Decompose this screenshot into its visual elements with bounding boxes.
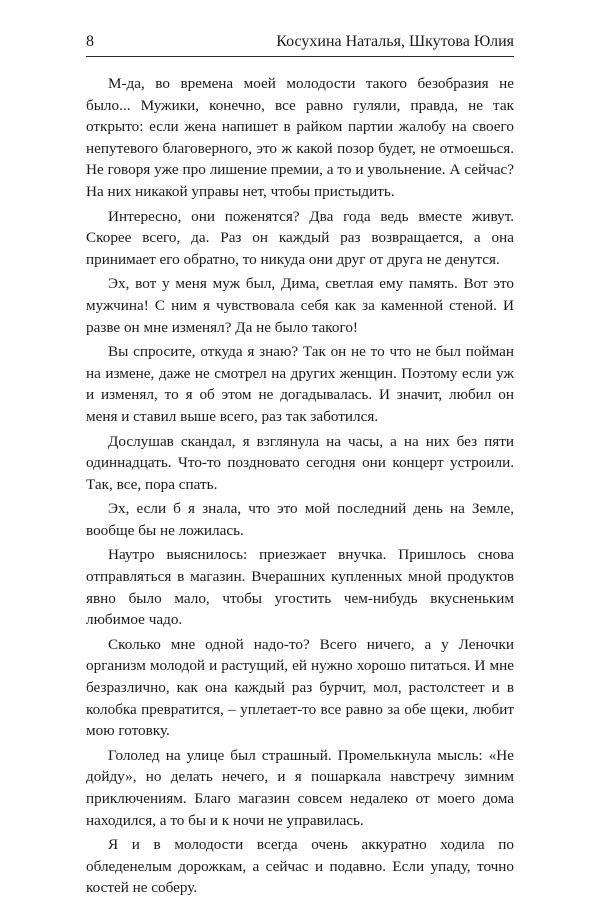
paragraph: Я и в молодости всегда очень аккуратно ходила по обледенелым дорожкам, а сейчас и подавно. Если упаду, точно костей не соберу. [86,836,514,897]
paragraph: Сколько мне одной надо-то? Всего ничего, а у Леночки организм молодой и растущий, ей нужно хорошо питаться. И мне безразлично, как она каждый раз бурчит, мол, растолстеет и в колобка превратится, – уплетает-то все равно за обе щеки, любит мою готовку. [86,635,514,740]
paragraph: Гололед на улице был страшный. Промелькнула мысль: «Не дойду», но делать нечего, и я пошаркала навстречу зимним приключениям. Благо магазин совсем недалеко от моего дома находился, а то бы и к ночи не управилась. [86,746,514,829]
paragraph: Интересно, они поженятся? Два года ведь вместе живут. Скорее всего, да. Раз он каждый раз возвращается, а она принимает его обратно, то никуда они друг от друга не денутся. [86,207,514,268]
paragraph: Эх, если б я знала, что это мой последний день на Земле, вообще бы не ложилась. [86,500,514,539]
page-number: 8 [86,33,94,50]
book-page [86,32,514,897]
paragraph: Вы спросите, откуда я знаю? Так он не то что не был пойман на измене, даже не смотрел на других женщин. Поэтому если уж и изменял, то я об этом не догадывалась. И значит, любил он меня и ставил выше всего, раз так заботился. [86,343,514,425]
paragraph: Эх, вот у меня муж был, Дима, светлая ему память. Вот это мужчина! С ним я чувствовала себя как за каменной стеной. И разве он мне изменял? Да не было такого! [86,275,514,336]
paragraph: Наутро выяснилось: приезжает внучка. Пришлось снова отправляться в магазин. Вчерашних купленных мной продуктов явно было мало, чтобы угостить чем-нибудь вкусненьким любимое чадо. [86,546,514,629]
paragraph: М-да, во времена моей молодости такого безобразия не было... Мужики, конечно, все равно гуляли, правда, не так открыто: если жена напишет в райком партии жалобу на своего непутевого благоверного, это ж какой позор будет, не отмоешься. Не говоря уже про лишение премии, а то и увольнение. А сейчас? На них никакой управы нет, чтобы пристыдить. [86,75,514,200]
body-text [86,73,514,899]
running-head [86,32,514,54]
header-rule [86,56,514,57]
running-head-authors: Косухина Наталья, Шкутова Юлия [276,33,514,50]
paragraph: Дослушав скандал, я взглянула на часы, а на них без пяти одиннадцать. Что-то поздновато сегодня они концерт устроили. Так, все, пора спать. [86,432,514,493]
